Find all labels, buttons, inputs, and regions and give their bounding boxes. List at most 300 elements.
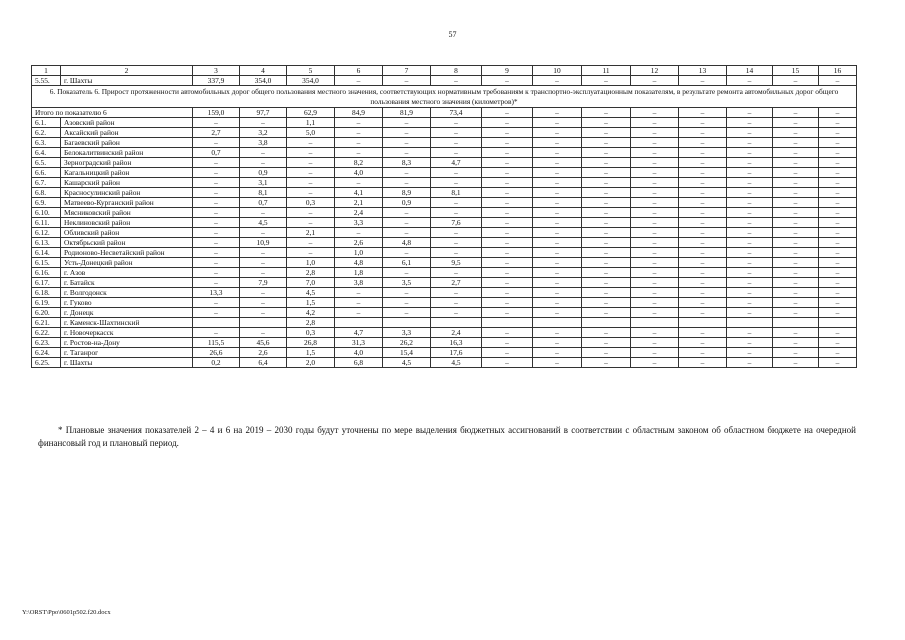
table-row <box>32 178 857 188</box>
value-cell: – <box>533 118 582 128</box>
value-cell: – <box>727 308 773 318</box>
section-title-row <box>32 86 857 108</box>
row-number-cell: 6.1. <box>32 118 61 128</box>
value-cell: – <box>582 238 631 248</box>
value-cell: – <box>679 76 727 86</box>
row-name-cell: Красносулинский район <box>61 188 193 198</box>
value-cell: – <box>431 288 482 298</box>
value-cell: 2,8 <box>287 318 335 328</box>
value-cell: – <box>193 228 240 238</box>
value-cell: 4,0 <box>335 168 383 178</box>
value-cell: – <box>533 248 582 258</box>
value-cell <box>335 318 383 328</box>
row-number-cell: 6.19. <box>32 298 61 308</box>
value-cell: – <box>533 76 582 86</box>
value-cell: – <box>482 278 533 288</box>
column-number-cell: 13 <box>679 66 727 76</box>
value-cell: – <box>533 188 582 198</box>
value-cell: – <box>533 258 582 268</box>
value-cell <box>383 318 431 328</box>
value-cell: – <box>631 218 679 228</box>
value-cell: – <box>679 138 727 148</box>
value-cell: – <box>631 118 679 128</box>
row-name-cell: г. Волгодонск <box>61 288 193 298</box>
value-cell: 8,9 <box>383 188 431 198</box>
value-cell: – <box>582 148 631 158</box>
table-row <box>32 228 857 238</box>
value-cell: 0,3 <box>287 198 335 208</box>
value-cell: – <box>482 138 533 148</box>
value-cell: – <box>773 248 819 258</box>
row-number-cell: 6.3. <box>32 138 61 148</box>
value-cell: – <box>773 258 819 268</box>
value-cell: – <box>193 298 240 308</box>
value-cell: 73,4 <box>431 108 482 118</box>
value-cell: – <box>679 248 727 258</box>
value-cell: 1,5 <box>287 298 335 308</box>
value-cell: – <box>533 218 582 228</box>
row-name-cell: г. Шахты <box>61 358 193 368</box>
table-row <box>32 348 857 358</box>
value-cell: – <box>240 158 287 168</box>
value-cell: – <box>533 138 582 148</box>
value-cell: – <box>582 288 631 298</box>
value-cell: – <box>773 308 819 318</box>
value-cell: – <box>819 158 857 168</box>
column-number-cell: 2 <box>61 66 193 76</box>
value-cell: – <box>582 358 631 368</box>
value-cell: – <box>431 128 482 138</box>
value-cell: 81,9 <box>383 108 431 118</box>
value-cell: – <box>679 238 727 248</box>
total-row <box>32 108 857 118</box>
value-cell: – <box>582 208 631 218</box>
value-cell: – <box>533 358 582 368</box>
value-cell: – <box>679 268 727 278</box>
value-cell: – <box>335 148 383 158</box>
value-cell: – <box>727 338 773 348</box>
value-cell: 6,4 <box>240 358 287 368</box>
value-cell: – <box>482 338 533 348</box>
value-cell: – <box>287 238 335 248</box>
value-cell: 26,6 <box>193 348 240 358</box>
row-name-cell: Багаевский район <box>61 138 193 148</box>
value-cell: – <box>287 248 335 258</box>
value-cell: – <box>582 198 631 208</box>
table-row <box>32 238 857 248</box>
value-cell: – <box>727 158 773 168</box>
value-cell: 4,5 <box>287 288 335 298</box>
table-row <box>32 278 857 288</box>
value-cell: 2,7 <box>431 278 482 288</box>
value-cell: – <box>773 148 819 158</box>
value-cell: 17,6 <box>431 348 482 358</box>
value-cell: – <box>193 218 240 228</box>
table-row <box>32 158 857 168</box>
value-cell: 337,9 <box>193 76 240 86</box>
value-cell: – <box>240 258 287 268</box>
row-name-cell: Матвеево-Курганский район <box>61 198 193 208</box>
row-name-cell: Октябрьский район <box>61 238 193 248</box>
value-cell: – <box>482 298 533 308</box>
value-cell: 2,6 <box>240 348 287 358</box>
value-cell: – <box>193 208 240 218</box>
value-cell: – <box>240 328 287 338</box>
value-cell: – <box>582 138 631 148</box>
value-cell: – <box>631 258 679 268</box>
value-cell: – <box>679 278 727 288</box>
value-cell: 2,8 <box>287 268 335 278</box>
column-number-cell: 9 <box>482 66 533 76</box>
table-row <box>32 338 857 348</box>
row-number-cell: 6.5. <box>32 158 61 168</box>
value-cell: – <box>773 228 819 238</box>
value-cell: 4,7 <box>335 328 383 338</box>
value-cell: – <box>582 168 631 178</box>
value-cell: – <box>533 298 582 308</box>
value-cell: 0,3 <box>287 328 335 338</box>
value-cell: – <box>679 208 727 218</box>
value-cell: – <box>582 218 631 228</box>
row-name-cell: Аксайский район <box>61 128 193 138</box>
value-cell: – <box>482 248 533 258</box>
table-row <box>32 138 857 148</box>
value-cell <box>819 318 857 328</box>
value-cell: – <box>533 278 582 288</box>
value-cell: – <box>383 138 431 148</box>
value-cell: – <box>679 258 727 268</box>
value-cell: 2,4 <box>431 328 482 338</box>
row-name-cell: Азовский район <box>61 118 193 128</box>
value-cell: – <box>240 248 287 258</box>
value-cell: – <box>631 188 679 198</box>
value-cell: – <box>679 178 727 188</box>
row-name-cell: г. Батайск <box>61 278 193 288</box>
value-cell: – <box>482 228 533 238</box>
value-cell: 7,6 <box>431 218 482 228</box>
row-name-cell: г. Гуково <box>61 298 193 308</box>
value-cell: – <box>819 348 857 358</box>
value-cell: 16,3 <box>431 338 482 348</box>
table-row <box>32 208 857 218</box>
value-cell: – <box>727 198 773 208</box>
value-cell: 7,9 <box>240 278 287 288</box>
row-name-cell: Обливский район <box>61 228 193 238</box>
value-cell: – <box>727 168 773 178</box>
value-cell: – <box>431 208 482 218</box>
value-cell: – <box>482 76 533 86</box>
value-cell: 45,6 <box>240 338 287 348</box>
value-cell: 159,0 <box>193 108 240 118</box>
value-cell <box>193 318 240 328</box>
column-number-cell: 12 <box>631 66 679 76</box>
value-cell: – <box>335 228 383 238</box>
value-cell: 354,0 <box>240 76 287 86</box>
row-number-cell: 6.9. <box>32 198 61 208</box>
table-row <box>32 198 857 208</box>
value-cell: – <box>383 148 431 158</box>
value-cell: – <box>431 76 482 86</box>
table-row <box>32 298 857 308</box>
row-number-cell: 6.17. <box>32 278 61 288</box>
table-row <box>32 168 857 178</box>
table-row <box>32 318 857 328</box>
value-cell: – <box>819 76 857 86</box>
row-name-cell: Родионово-Несветайский район <box>61 248 193 258</box>
value-cell: – <box>773 108 819 118</box>
row-number-cell: 6.6. <box>32 168 61 178</box>
row-name-cell: Усть-Донецкий район <box>61 258 193 268</box>
value-cell: – <box>679 158 727 168</box>
column-number-cell: 3 <box>193 66 240 76</box>
value-cell: – <box>819 338 857 348</box>
table-row <box>32 128 857 138</box>
value-cell: 2,1 <box>287 228 335 238</box>
value-cell: – <box>482 158 533 168</box>
value-cell: – <box>533 228 582 238</box>
row-number-cell: 6.8. <box>32 188 61 198</box>
value-cell: – <box>727 138 773 148</box>
value-cell: – <box>819 168 857 178</box>
value-cell: – <box>631 76 679 86</box>
row-number-cell: 6.15. <box>32 258 61 268</box>
row-number-cell: 6.2. <box>32 128 61 138</box>
column-number-cell: 5 <box>287 66 335 76</box>
value-cell: 31,3 <box>335 338 383 348</box>
value-cell: – <box>727 258 773 268</box>
value-cell: – <box>287 148 335 158</box>
value-cell: – <box>631 338 679 348</box>
value-cell: – <box>533 108 582 118</box>
value-cell: – <box>533 338 582 348</box>
value-cell: – <box>431 308 482 318</box>
value-cell: – <box>582 76 631 86</box>
value-cell: – <box>631 248 679 258</box>
value-cell: 97,7 <box>240 108 287 118</box>
value-cell: 8,3 <box>383 158 431 168</box>
value-cell: 3,2 <box>240 128 287 138</box>
value-cell: – <box>287 168 335 178</box>
column-number-row <box>32 66 857 76</box>
value-cell: – <box>240 148 287 158</box>
value-cell: – <box>727 268 773 278</box>
row-number-cell: 6.23. <box>32 338 61 348</box>
value-cell: – <box>383 168 431 178</box>
value-cell: – <box>482 108 533 118</box>
value-cell: – <box>727 348 773 358</box>
row-name-cell: г. Азов <box>61 268 193 278</box>
value-cell: – <box>631 298 679 308</box>
value-cell: – <box>287 138 335 148</box>
column-number-cell: 8 <box>431 66 482 76</box>
value-cell: – <box>582 158 631 168</box>
value-cell: – <box>287 208 335 218</box>
value-cell: – <box>582 228 631 238</box>
table-row <box>32 358 857 368</box>
value-cell: – <box>679 328 727 338</box>
table-row <box>32 148 857 158</box>
value-cell: 4,2 <box>287 308 335 318</box>
column-number-cell: 4 <box>240 66 287 76</box>
value-cell: – <box>773 218 819 228</box>
value-cell: 5,0 <box>287 128 335 138</box>
value-cell: – <box>773 178 819 188</box>
value-cell: – <box>431 268 482 278</box>
value-cell: 4,8 <box>383 238 431 248</box>
value-cell: – <box>482 328 533 338</box>
value-cell: – <box>582 338 631 348</box>
value-cell: 10,9 <box>240 238 287 248</box>
column-number-cell: 15 <box>773 66 819 76</box>
row-name-cell: Белокалитвинский район <box>61 148 193 158</box>
value-cell: 62,9 <box>287 108 335 118</box>
section-title-cell: 6. Показатель 6. Прирост протяженности автомобильных дорог общего пользования местного значения, соответствующих нормативным требованиям к транспортно-эксплуатационным показателям, в результате ремонта автомобильных дорог общего пользования местного значения (километров)* <box>32 86 857 108</box>
value-cell: – <box>819 198 857 208</box>
value-cell: – <box>193 118 240 128</box>
row-name-cell: Мясниковский район <box>61 208 193 218</box>
row-name-cell: г. Таганрог <box>61 348 193 358</box>
value-cell: 26,8 <box>287 338 335 348</box>
value-cell: – <box>679 348 727 358</box>
value-cell <box>482 318 533 328</box>
value-cell: 26,2 <box>383 338 431 348</box>
value-cell: – <box>193 248 240 258</box>
value-cell: 2,4 <box>335 208 383 218</box>
row-number-cell: 6.16. <box>32 268 61 278</box>
value-cell: – <box>773 338 819 348</box>
value-cell <box>773 318 819 328</box>
value-cell: 4,1 <box>335 188 383 198</box>
value-cell: – <box>631 328 679 338</box>
row-number-cell: 6.18. <box>32 288 61 298</box>
value-cell: – <box>819 138 857 148</box>
value-cell: – <box>819 178 857 188</box>
value-cell: 3,3 <box>383 328 431 338</box>
value-cell: – <box>727 298 773 308</box>
value-cell: – <box>679 108 727 118</box>
value-cell: – <box>431 138 482 148</box>
value-cell: 6,8 <box>335 358 383 368</box>
value-cell: – <box>773 328 819 338</box>
value-cell: – <box>773 358 819 368</box>
value-cell: – <box>631 158 679 168</box>
value-cell: – <box>582 128 631 138</box>
value-cell: – <box>631 138 679 148</box>
value-cell: – <box>727 148 773 158</box>
value-cell: – <box>335 178 383 188</box>
value-cell: – <box>631 308 679 318</box>
value-cell <box>582 318 631 328</box>
value-cell: – <box>431 178 482 188</box>
value-cell: – <box>287 178 335 188</box>
value-cell: – <box>533 288 582 298</box>
value-cell: – <box>727 288 773 298</box>
value-cell: – <box>240 308 287 318</box>
value-cell: – <box>482 268 533 278</box>
value-cell: – <box>773 198 819 208</box>
value-cell: – <box>819 238 857 248</box>
value-cell: 15,4 <box>383 348 431 358</box>
value-cell: – <box>582 348 631 358</box>
row-number-cell: 6.14. <box>32 248 61 258</box>
value-cell: – <box>193 258 240 268</box>
row-name-cell: г. Каменск-Шахтинский <box>61 318 193 328</box>
value-cell: – <box>773 158 819 168</box>
value-cell: – <box>679 218 727 228</box>
value-cell: – <box>193 188 240 198</box>
value-cell: – <box>819 358 857 368</box>
value-cell: – <box>533 348 582 358</box>
value-cell: – <box>631 228 679 238</box>
value-cell: 8,1 <box>240 188 287 198</box>
value-cell: – <box>631 288 679 298</box>
value-cell: – <box>482 178 533 188</box>
value-cell: – <box>727 248 773 258</box>
value-cell: – <box>533 158 582 168</box>
value-cell: – <box>240 288 287 298</box>
value-cell: – <box>582 258 631 268</box>
row-name-cell: Кашарский район <box>61 178 193 188</box>
row-number-cell: 6.7. <box>32 178 61 188</box>
value-cell: – <box>819 108 857 118</box>
value-cell: – <box>727 218 773 228</box>
value-cell: – <box>533 268 582 278</box>
value-cell: – <box>727 328 773 338</box>
value-cell: – <box>679 308 727 318</box>
value-cell: – <box>679 118 727 128</box>
value-cell: – <box>431 118 482 128</box>
value-cell: – <box>482 208 533 218</box>
value-cell: 6,1 <box>383 258 431 268</box>
value-cell: – <box>819 268 857 278</box>
column-number-cell: 1 <box>32 66 61 76</box>
value-cell <box>533 318 582 328</box>
value-cell: – <box>533 208 582 218</box>
table-row <box>32 118 857 128</box>
value-cell: – <box>482 128 533 138</box>
value-cell: – <box>679 168 727 178</box>
value-cell: – <box>533 178 582 188</box>
value-cell: – <box>533 148 582 158</box>
value-cell: 4,5 <box>240 218 287 228</box>
value-cell: – <box>773 76 819 86</box>
value-cell: 0,2 <box>193 358 240 368</box>
value-cell <box>727 318 773 328</box>
value-cell: 2,6 <box>335 238 383 248</box>
column-number-cell: 14 <box>727 66 773 76</box>
value-cell: – <box>582 298 631 308</box>
row-number-cell: 6.20. <box>32 308 61 318</box>
value-cell: – <box>482 308 533 318</box>
value-cell: – <box>335 288 383 298</box>
value-cell: – <box>533 128 582 138</box>
value-cell: – <box>335 308 383 318</box>
value-cell: – <box>727 108 773 118</box>
value-cell: – <box>631 268 679 278</box>
value-cell: – <box>819 258 857 268</box>
value-cell: – <box>482 288 533 298</box>
value-cell: – <box>193 308 240 318</box>
value-cell: – <box>383 248 431 258</box>
value-cell: – <box>533 168 582 178</box>
column-number-cell: 6 <box>335 66 383 76</box>
value-cell: – <box>727 208 773 218</box>
file-path: Y:\ORST\Ppo\0601p502.f20.docx <box>22 609 111 616</box>
value-cell: 7,0 <box>287 278 335 288</box>
value-cell: – <box>431 248 482 258</box>
row-name-cell: г. Новочеркасск <box>61 328 193 338</box>
value-cell: – <box>240 118 287 128</box>
